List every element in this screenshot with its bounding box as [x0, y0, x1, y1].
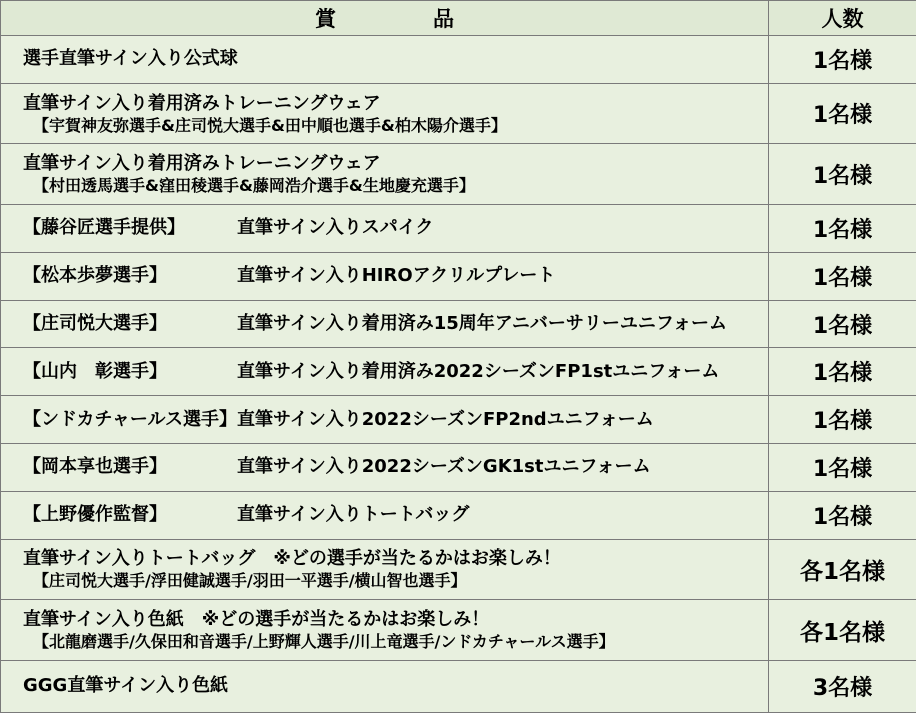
table-body [1, 36, 916, 713]
count-cell: 1名様 [769, 252, 916, 300]
player-list: 【北龍磨選手/久保田和音選手/上野輝人選手/川上竜選手/ンドカチャールス選手】 [33, 632, 615, 652]
table-row [1, 539, 916, 600]
prize-cell [1, 36, 769, 84]
prize-cell [1, 300, 769, 348]
table-row [1, 348, 916, 396]
table-row [1, 396, 916, 444]
prize-name: GGG直筆サイン入り色紙 [23, 675, 229, 697]
player-list: 【宇賀神友弥選手&庄司悦大選手&田中順也選手&柏木陽介選手】 [33, 115, 507, 135]
count-cell: 1名様 [769, 36, 916, 84]
table-row [1, 600, 916, 661]
prize-cell [1, 444, 769, 492]
player-name: 【藤谷匠選手提供】 [23, 217, 185, 239]
table-row [1, 660, 916, 712]
table-row [1, 83, 916, 144]
player-name: 【岡本享也選手】 [23, 456, 167, 478]
prize-cell [1, 83, 769, 144]
count-cell: 1名様 [769, 83, 916, 144]
table-row [1, 491, 916, 539]
count-cell: 1名様 [769, 144, 916, 205]
prize-name: 直筆サイン入りHIROアクリルプレート [237, 265, 556, 287]
prize-name: 直筆サイン入り着用済みトレーニングウェア [23, 153, 381, 175]
prize-cell [1, 600, 769, 661]
count-cell: 1名様 [769, 300, 916, 348]
prize-name: 直筆サイン入り着用済みトレーニングウェア [23, 92, 381, 114]
count-cell: 各1名様 [769, 539, 916, 600]
prize-name: 直筆サイン入り色紙 ※どの選手が当たるかはお楽しみ！ [23, 609, 490, 631]
count-cell: 1名様 [769, 491, 916, 539]
player-name: 【庄司悦大選手】 [23, 313, 167, 334]
count-cell: 各1名様 [769, 600, 916, 661]
table-row [1, 36, 916, 84]
player-list: 【村田透馬選手&窪田稜選手&藤岡浩介選手&生地慶充選手】 [33, 176, 475, 196]
prize-cell [1, 144, 769, 205]
count-cell: 1名様 [769, 396, 916, 444]
player-name: 【山内 彰選手】 [23, 360, 167, 382]
table-header [1, 1, 916, 36]
prize-name: 直筆サイン入り着用済み2022シーズンFP1stユニフォーム [237, 360, 720, 382]
header-row [1, 1, 916, 36]
prize-column-header: 賞 品 [1, 1, 769, 36]
prize-name: 直筆サイン入り着用済み15周年アニバーサリーユニフォーム [237, 313, 727, 334]
prize-cell [1, 491, 769, 539]
prize-name: 直筆サイン入り2022シーズンGK1stユニフォーム [237, 456, 651, 478]
count-cell: 1名様 [769, 204, 916, 252]
count-column-header: 人数 [769, 1, 916, 36]
prize-cell [1, 252, 769, 300]
count-cell: 1名様 [769, 444, 916, 492]
prize-name: 直筆サイン入りスパイク [237, 217, 434, 239]
table-row [1, 444, 916, 492]
count-cell: 1名様 [769, 348, 916, 396]
player-name: 【松本歩夢選手】 [23, 265, 167, 287]
player-name: 【上野優作監督】 [23, 504, 167, 526]
table-row [1, 300, 916, 348]
table-row [1, 204, 916, 252]
table-row [1, 144, 916, 205]
prize-cell [1, 204, 769, 252]
prize-cell [1, 348, 769, 396]
prize-name: 【ンドカチャールス選手】直筆サイン入り2022シーズンFP2ndユニフォーム [23, 408, 654, 430]
prize-cell [1, 660, 769, 712]
player-list: 【庄司悦大選手/浮田健誠選手/羽田一平選手/横山智也選手】 [33, 571, 467, 591]
prize-cell [1, 539, 769, 600]
prize-name: 直筆サイン入りトートバッグ [237, 504, 470, 526]
table-row [1, 252, 916, 300]
prize-name: 選手直筆サイン入り公式球 [23, 48, 238, 70]
prize-cell [1, 396, 769, 444]
count-cell: 3名様 [769, 660, 916, 712]
prize-name: 直筆サイン入りトートバッグ ※どの選手が当たるかはお楽しみ！ [23, 548, 561, 570]
